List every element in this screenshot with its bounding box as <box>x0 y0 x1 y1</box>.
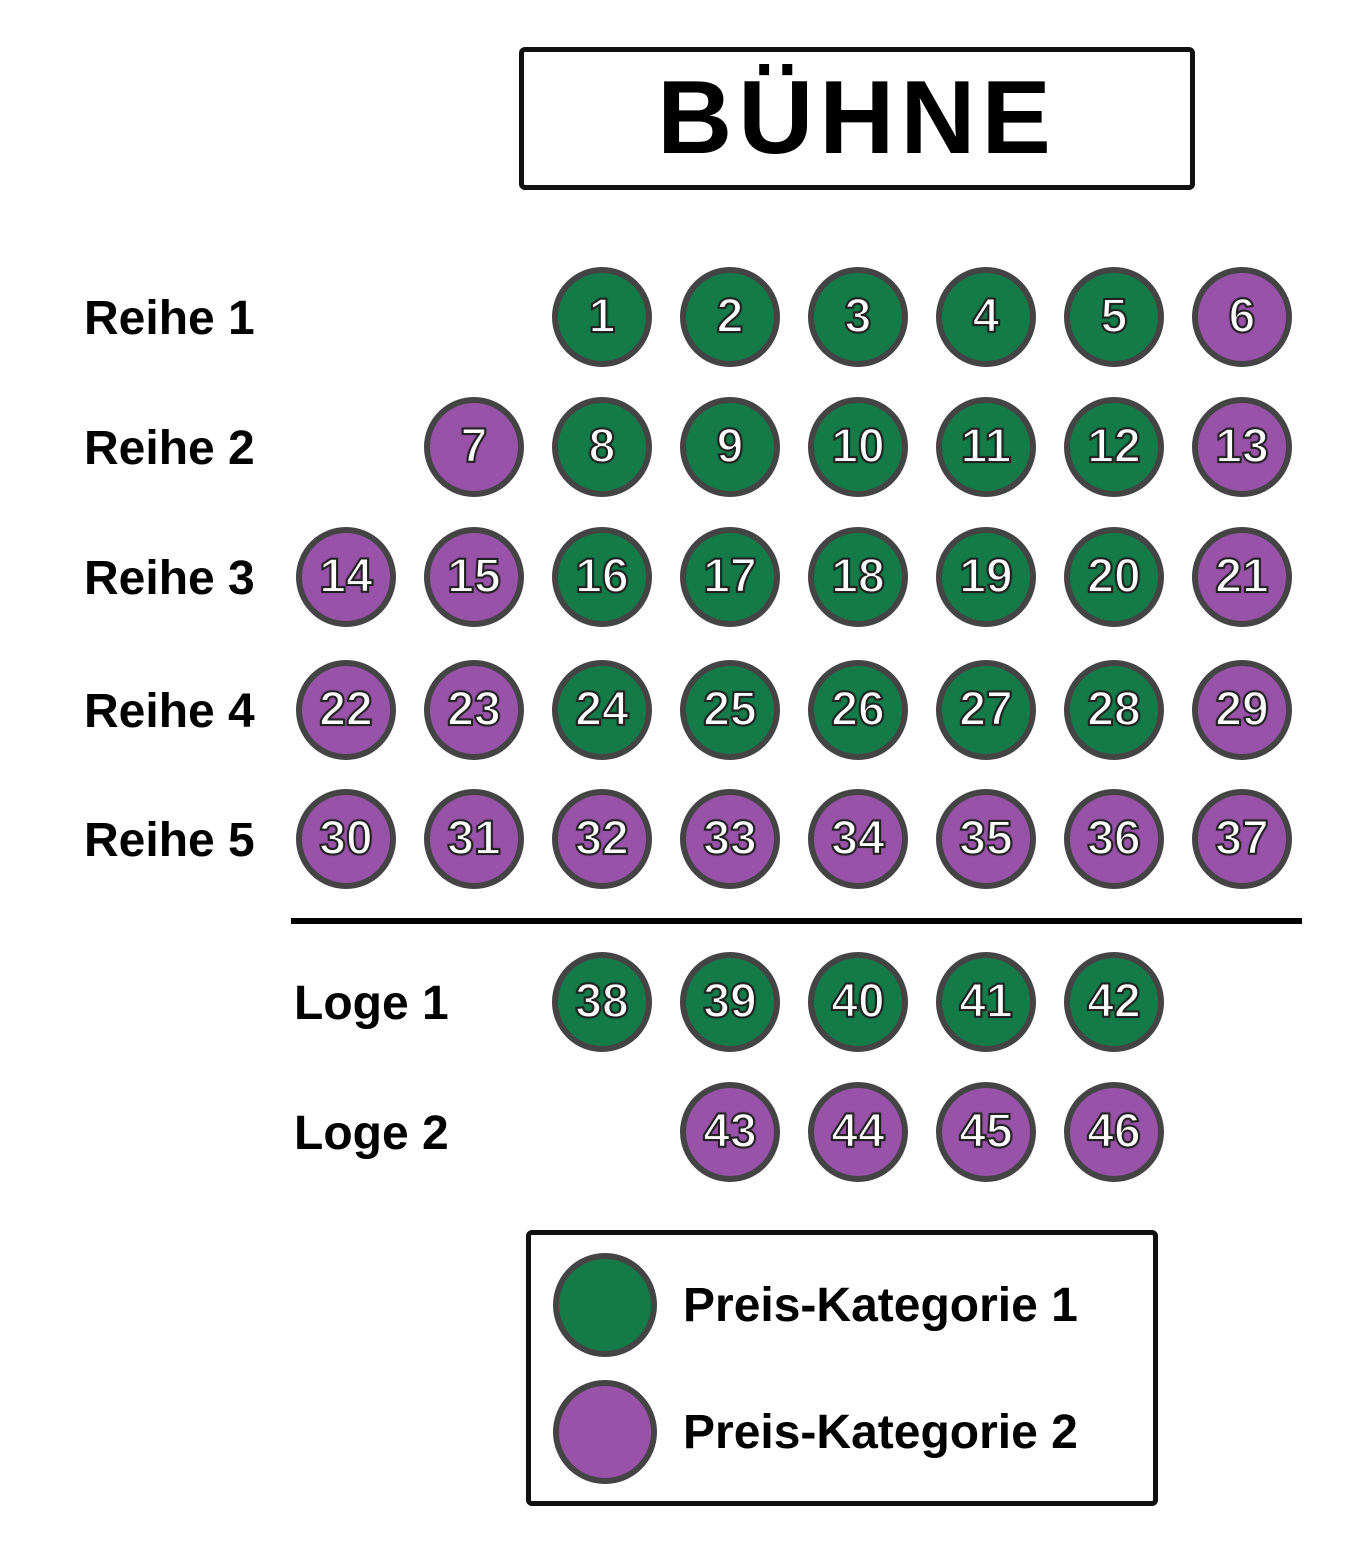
legend-item-category-1 <box>553 1253 1078 1357</box>
seat-31[interactable] <box>424 789 524 889</box>
seat-number: 32 <box>575 812 629 865</box>
seat-40[interactable] <box>808 952 908 1052</box>
seat-11[interactable] <box>936 397 1036 497</box>
seat-number: 19 <box>959 550 1013 603</box>
legend-label-category-2: Preis-Kategorie 2 <box>683 1405 1078 1459</box>
seat-number: 29 <box>1215 683 1269 736</box>
seat-6[interactable] <box>1192 267 1292 367</box>
seat-24[interactable] <box>552 660 652 760</box>
seat-number: 31 <box>447 812 501 865</box>
seat-4[interactable] <box>936 267 1036 367</box>
seat-34[interactable] <box>808 789 908 889</box>
seat-number: 36 <box>1087 812 1141 865</box>
seat-number: 45 <box>959 1105 1013 1158</box>
seat-45[interactable] <box>936 1082 1036 1182</box>
seat-5[interactable] <box>1064 267 1164 367</box>
seat-number: 6 <box>1228 290 1256 343</box>
seat-23[interactable] <box>424 660 524 760</box>
seat-14[interactable] <box>296 527 396 627</box>
seat-number: 42 <box>1087 975 1141 1028</box>
seat-10[interactable] <box>808 397 908 497</box>
section-divider <box>291 918 1302 924</box>
seat-number: 14 <box>319 550 373 603</box>
seat-number: 20 <box>1087 550 1141 603</box>
stage-label: BÜHNE <box>657 60 1057 176</box>
seat-35[interactable] <box>936 789 1036 889</box>
seat-41[interactable] <box>936 952 1036 1052</box>
seat-number: 8 <box>588 420 616 473</box>
seat-number: 22 <box>319 683 373 736</box>
seat-number: 16 <box>575 550 629 603</box>
seat-number: 41 <box>959 975 1013 1028</box>
seat-30[interactable] <box>296 789 396 889</box>
box-label-1: Loge 1 <box>294 977 449 1030</box>
seat-number: 26 <box>831 683 885 736</box>
box-label-2: Loge 2 <box>294 1107 449 1160</box>
row-label-4: Reihe 4 <box>84 685 255 738</box>
seat-29[interactable] <box>1192 660 1292 760</box>
seat-44[interactable] <box>808 1082 908 1182</box>
seat-25[interactable] <box>680 660 780 760</box>
seat-42[interactable] <box>1064 952 1164 1052</box>
seat-number: 18 <box>831 550 885 603</box>
seat-1[interactable] <box>552 267 652 367</box>
seat-number: 21 <box>1215 550 1269 603</box>
seat-37[interactable] <box>1192 789 1292 889</box>
seat-number: 3 <box>844 290 872 343</box>
seat-17[interactable] <box>680 527 780 627</box>
seat-number: 1 <box>588 290 616 343</box>
seat-number: 40 <box>831 975 885 1028</box>
seat-number: 23 <box>447 683 501 736</box>
seat-12[interactable] <box>1064 397 1164 497</box>
seat-number: 33 <box>703 812 757 865</box>
seat-22[interactable] <box>296 660 396 760</box>
seat-32[interactable] <box>552 789 652 889</box>
seat-43[interactable] <box>680 1082 780 1182</box>
seat-3[interactable] <box>808 267 908 367</box>
seat-19[interactable] <box>936 527 1036 627</box>
row-label-5: Reihe 5 <box>84 814 255 867</box>
seat-36[interactable] <box>1064 789 1164 889</box>
row-label-1: Reihe 1 <box>84 292 255 345</box>
seat-number: 24 <box>575 683 629 736</box>
seat-16[interactable] <box>552 527 652 627</box>
seat-38[interactable] <box>552 952 652 1052</box>
seat-number: 13 <box>1215 420 1269 473</box>
row-label-3: Reihe 3 <box>84 552 255 605</box>
seat-7[interactable] <box>424 397 524 497</box>
seat-number: 28 <box>1087 683 1141 736</box>
row-label-2: Reihe 2 <box>84 422 255 475</box>
seat-number: 34 <box>831 812 885 865</box>
seat-number: 25 <box>703 683 757 736</box>
seat-number: 46 <box>1087 1105 1141 1158</box>
seat-number: 38 <box>575 975 629 1028</box>
legend-swatch-category-2 <box>553 1380 657 1484</box>
seat-number: 44 <box>831 1105 885 1158</box>
seat-number: 43 <box>703 1105 757 1158</box>
seat-number: 39 <box>703 975 757 1028</box>
seat-8[interactable] <box>552 397 652 497</box>
seat-number: 35 <box>959 812 1013 865</box>
seat-20[interactable] <box>1064 527 1164 627</box>
legend-swatch-category-1 <box>553 1253 657 1357</box>
seat-27[interactable] <box>936 660 1036 760</box>
seat-number: 17 <box>703 550 757 603</box>
seat-number: 30 <box>319 812 373 865</box>
seat-2[interactable] <box>680 267 780 367</box>
seat-number: 12 <box>1087 420 1141 473</box>
seat-15[interactable] <box>424 527 524 627</box>
seat-number: 2 <box>716 290 744 343</box>
seat-13[interactable] <box>1192 397 1292 497</box>
seat-21[interactable] <box>1192 527 1292 627</box>
seat-number: 4 <box>972 290 1000 343</box>
legend-label-category-1: Preis-Kategorie 1 <box>683 1278 1078 1332</box>
seat-18[interactable] <box>808 527 908 627</box>
legend-item-category-2 <box>553 1380 1078 1484</box>
seat-46[interactable] <box>1064 1082 1164 1182</box>
price-legend <box>526 1230 1158 1506</box>
seat-26[interactable] <box>808 660 908 760</box>
seat-number: 37 <box>1215 812 1269 865</box>
seat-28[interactable] <box>1064 660 1164 760</box>
seat-9[interactable] <box>680 397 780 497</box>
seat-39[interactable] <box>680 952 780 1052</box>
seat-number: 9 <box>716 420 744 473</box>
seat-number: 11 <box>960 420 1012 473</box>
seat-number: 27 <box>959 683 1013 736</box>
seat-number: 5 <box>1100 290 1128 343</box>
seat-33[interactable] <box>680 789 780 889</box>
seat-number: 7 <box>460 420 488 473</box>
seat-number: 15 <box>447 550 501 603</box>
stage-box <box>519 47 1195 190</box>
seat-number: 10 <box>831 420 885 473</box>
